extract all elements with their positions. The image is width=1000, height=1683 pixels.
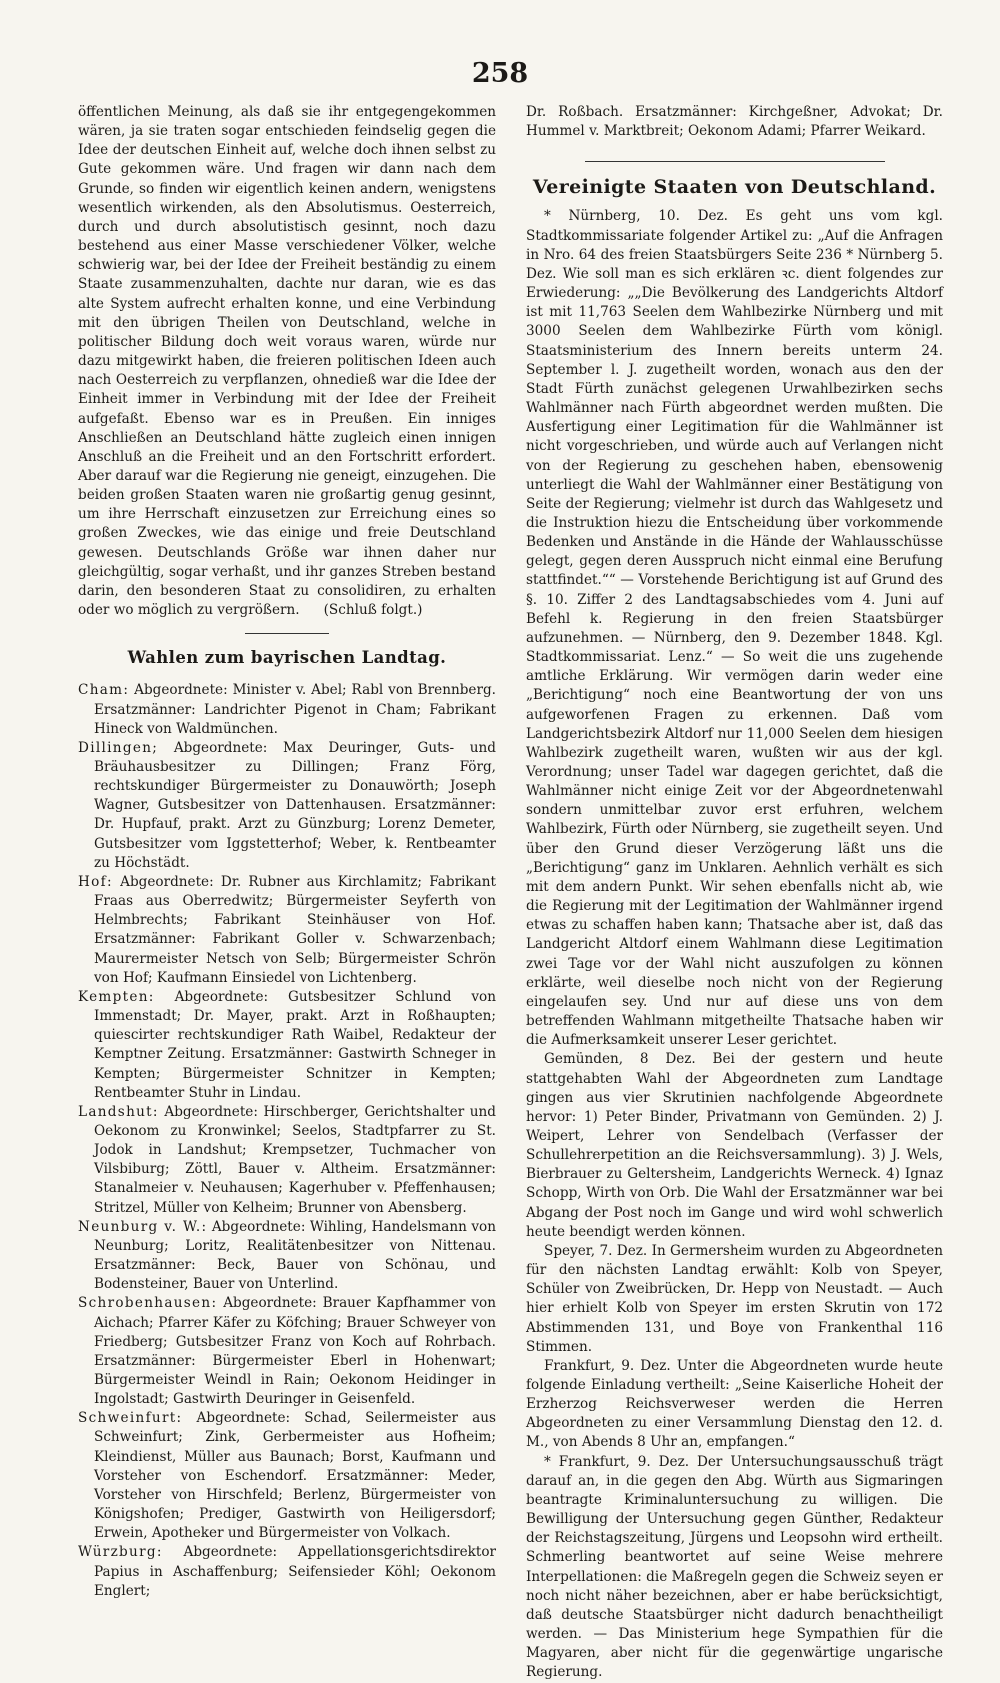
entry-text: Abgeordnete: Hirschberger, Gerichtshalter und Oekonom zu Kronwinkel; Seelos, Stadtpfarrer zu St. Jodok in Landshut; Krempsetzer, Tuchmacher von Vilsbiburg; Zöttl, Bauer v. Altheim. Ersatzmänner: Stanalmeier v. Neuhausen; Kagerhuber v. Pfeffenhausen; Stritzel, Müller von Kelheim; Brunner von Abensberg. [94,1103,496,1216]
section-divider [245,633,329,634]
news-item-frankfurt-einladung: Frankfurt, 9. Dez. Unter die Abgeordneten wurde heute folgende Einladung vertheilt: „Seine Kaiserliche Hoheit der Erzherzog Reichsverweser werden die Herren Abgeordneten zu einer Versammlung Dienstag den 12. d. M., von Abends 8 Uhr an, empfangen.“ [526,1357,943,1451]
article-continuation [78,103,496,620]
entry-text: Abgeordnete: Brauer Kapfhammer von Aichach; Pfarrer Käfer zu Köfching; Brauer Schweyer von Friedberg; Gutsbesitzer Franz von Koch auf Rohrbach. Ersatzmänner: Bürgermeister Eberl in Hohenwart; Bürgermeister Weindl in Rain; Oekonom Heidinger in Ingolstadt; Gastwirth Deuringer in Geisenfeld. [94,1295,496,1408]
right-column [526,103,943,1683]
entry-text: Abgeordnete: Appellationsgerichtsdirektor Papius in Aschaffenburg; Seifensieder Köhl; Oekonom Englert; [94,1544,496,1599]
election-entry-continuation: Dr. Roßbach. Ersatzmänner: Kirchgeßner, Advokat; Dr. Hummel v. Marktbreit; Oekonom Adami; Pfarrer Weikard. [526,104,943,140]
section-divider [585,161,885,162]
election-entry-neunburg [78,1218,496,1295]
entry-place: Dillingen; [78,739,159,756]
entry-place: Neunburg v. W.: [78,1218,208,1235]
entry-place: Cham: [78,682,130,699]
entry-place: Kempten: [78,988,155,1005]
left-column [78,103,496,1601]
election-entry-cham [78,681,496,738]
news-item-gemuenden: Gemünden, 8 Dez. Bei der gestern und heute stattgehabten Wahl der Abgeordneten zum Landtage gingen aus vier Skrutinien nachfolgende Abgeordnete hervor: 1) Peter Binder, Privatmann von Gemünden. 2) J. Weipert, Lehrer von Sendelbach (Verfasser der Schullehrerpetition an die Reichsversammlung). 3) J. Wels, Bierbrauer zu Geltersheim, Landgerichts Werneck. 4) Ignaz Schopp, Wirth von Orb. Die Wahl der Ersatzmänner war bei Abgang der Post noch im Gange und wird wohl schwerlich heute beendigt werden können. [526,1051,943,1240]
entry-text: Abgeordnete: Dr. Rubner aus Kirchlamitz; Fabrikant Fraas aus Oberredwitz; Bürgermeister Seyferth von Helmbrechts; Fabrikant Steinhäuser von Hof. Ersatzmänner: Fabrikant Goller v. Schwarzenbach; Maurermeister Netsch von Selb; Bürgermeister Schrön von Hof; Kaufmann Einsiedel von Lichtenberg. [94,873,496,986]
entry-place: Schrobenhausen: [78,1295,218,1312]
entry-text: Abgeordnete: Minister v. Abel; Rabl von Brennberg. Ersatzmänner: Landrichter Pigenot in Cham; Fabrikant Hineck von Waldmünchen. [94,682,496,737]
election-entry-schrobenhausen [78,1294,496,1409]
entry-place: Würzburg: [78,1544,163,1561]
section-heading-wahlen: Wahlen zum bayrischen Landtag. [127,648,447,668]
entry-place: Hof: [78,873,113,890]
election-entry-hof [78,873,496,988]
entry-text: Abgeordnete: Schad, Seilermeister aus Schweinfurt; Zink, Gerbermeister aus Hofheim; Kleindienst, Müller aus Baunach; Borst, Kaufmann und Vorsteher von Eschendorf. Ersatzmänner: Meder, Vorsteher von Hirschfeld; Berlenz, Bürgermeister von Königshofen; Prediger, Gastwirth von Heiligersdorf; Erwein, Apotheker und Bürgermeister von Volkach. [94,1410,496,1542]
election-entry-kempten [78,988,496,1103]
entry-text: Abgeordnete: Gutsbesitzer Schlund von Immenstadt; Dr. Mayer, prakt. Arzt in Roßhaupten; quiescirter rechtskundiger Rath Waibel, Redakteur der Kemptner Zeitung. Ersatzmänner: Gastwirth Schneger in Kempten; Bürgermeister Schnitzer in Kempten; Rentbeamter Stuhr in Lindau. [94,988,496,1101]
election-entry-dillingen [78,739,496,873]
entry-text: Abgeordnete: Wihling, Handelsmann von Neunburg; Loritz, Realitätenbesitzer von Nittenau. Ersatzmänner: Beck, Bauer von Schönau, und Bodensteiner, Bauer von Unterlind. [94,1218,496,1293]
news-item-nuernberg: * Nürnberg, 10. Dez. Es geht uns vom kgl. Stadtkommissariate folgender Artikel zu: „Auf die Anfragen in Nro. 64 des freien Staatsbürgers Seite 236 * Nürnberg 5. Dez. Wie soll man es sich erklären ꝛc. dient folgendes zur Erwiederung: „„Die Bevölkerung des Landgerichts Altdorf ist mit 11,763 Seelen dem Wahlbezirke Nürnberg und mit 3000 Seelen dem Wahlbezirke Fürth vom königl. Staatsministerium des Innern bereits unterm 24. September l. J. zugetheilt worden, wonach aus den der Stadt Fürth zunächst gelegenen Urwahlbezirken sechs Wahlmänner nach Fürth abgeordnet werden mußten. Die Ausfertigung einer Legitimation für die Wahlmänner ist nicht vorgeschrieben, und würde auch auf Verlangen nicht von der Regierung zu geschehen haben, ebensowenig unterliegt die Wahl der Wahlmänner einer Bestätigung von Seite der Regierung; vielmehr ist durch das Wahlgesetz und die Instruktion hiezu die Entscheidung über vorkommende Bedenken und Anstände in die Hände der Wahlausschüsse gelegt, gegen deren Ausspruch nicht einmal eine Berufung stattfindet.““ — Vorstehende Berichtigung ist auf Grund des §. 10. Ziffer 2 des Landtagsabschiedes vom 4. Juni auf Befehl k. Regierung in den freien Staatsbürger aufzunehmen. — Nürnberg, den 9. Dezember 1848. Kgl. Stadtkommissariat. Lenz.“ — So weit die uns zugehende amtliche Erklärung. Wir vermögen darin weder eine „Berichtigung“ noch eine Beantwortung der von uns aufgeworfenen Fragen zu erkennen. Daß vom Landgerichtsbezirk Altdorf nur 11,000 Seelen dem hiesigen Wahlbezirk zugetheilt waren, wußten wir aus der kgl. Verordnung; unser Tadel war dagegen gerichtet, daß die Wahlmänner nicht einige Zeit vor der Abgeordnetenwahl sondern unmittelbar zuvor erst erfuhren, welchem Wahlbezirk, Fürth oder Nürnberg, sie zugetheilt seyen. Und über den Grund dieser Verzögerung läßt uns die „Berichtigung“ ganz im Unklaren. Aehnlich verhält es sich mit dem andern Punkt. Wir sehen ebenfalls nicht ab, wie die Regierung mit der Legitimation der Wahlmänner irgend etwas zu schaffen haben kann; Thatsache aber ist, daß das Landgericht Altdorf einem Wahlmann diese Legitimation zwei Tage vor der Wahl nicht auszufolgen zu können erklärte, weil dieselbe noch nicht von der Regierung eingelaufen sey. Und nur auf diese uns von dem betreffenden Wahlmann mitgetheilte Thatsache haben wir die Aufmerksamkeit unserer Leser gerichtet. [526,208,943,1049]
continuation-note: (Schluß folgt.) [323,602,423,619]
election-entry-wuerzburg [78,1543,496,1600]
news-item-speyer: Speyer, 7. Dez. In Germersheim wurden zu Abgeordneten für den nächsten Landtag erwählt: Kolb von Speyer, Schüler von Zweibrücken, Dr. Hepp von Neustadt. — Auch hier erhielt Kolb von Speyer im ersten Skrutin von 172 Abstimmenden 131, und Boye von Frankenthal 116 Stimmen. [526,1242,943,1355]
entry-text: Abgeordnete: Max Deuringer, Guts- und Bräuhausbesitzer zu Dillingen; Franz Förg, rechtskundiger Bürgermeister zu Donauwörth; Joseph Wagner, Gutsbesitzer von Dattenhausen. Ersatzmänner: Dr. Hupfauf, prakt. Arzt zu Günzburg; Lorenz Demeter, Gutsbesitzer vom Iggstetterhof; Weber, k. Rentbeamter zu Höchstädt. [94,739,496,871]
page-number: 258 [471,58,529,89]
election-entry-schweinfurt [78,1409,496,1543]
news-item-frankfurt-untersuchung: * Frankfurt, 9. Dez. Der Untersuchungsausschuß trägt darauf an, in die gegen den Abg. Würth aus Sigmaringen beantragte Kriminaluntersuchung zu willigen. Die Bewilligung der Untersuchung gegen Günther, Redakteur der Reichstagszeitung, Jürgens und Leopsohn wird ertheilt. Schmerling beantwortet auf seine Weise mehrere Interpellationen: die Maßregeln gegen die Schweiz seyen er noch nicht näher bezeichnen, aber er habe berücksichtigt, daß deutsche Staatsbürger nicht dadurch benachtheiligt werden. — Das Ministerium hege Sympathien für die Magyaren, aber nicht für die gegenwärtige ungarische Regierung. [526,1453,943,1681]
election-entry-landshut [78,1103,496,1218]
entry-place: Landshut: [78,1103,159,1120]
article-text: öffentlichen Meinung, als daß sie ihr entgegengekommen wären, ja sie traten sogar entschieden feindselig gegen die Idee der deutschen Einheit auf, welche doch ihnen selbst zu Gute gekommen wäre. Und fragen wir dann nach dem Grunde, so finden wir eigentlich keinen andern, wenigstens wesentlich wirkenden, als den Absolutismus. Oesterreich, durch und durch absolutistisch gesinnt, noch dazu bestehend aus einer Masse verschiedener Völker, welche schwierig war, bei der Idee der Freiheit beständig zu einem Staate zusammenzuhalten, dachte nur daran, wie es das alte System aufrecht erhalten konne, und eine Verbindung mit den übrigen Theilen von Deutschland, welche in politischer Bildung doch weit voraus waren, würde nur dazu mitgewirkt haben, die freieren politischen Ideen auch nach Oesterreich zu verpflanzen, ohnedieß war die Idee der Einheit immer in Verbindung mit der Idee der Freiheit aufgefaßt. Ebenso war es in Preußen. Ein inniges Anschließen an Deutschland hätte zugleich einen innigen Anschluß an die Freiheit und an den Fortschritt erfordert. Aber darauf war die Regierung nie geneigt, einzugehen. Die beiden großen Staaten waren nie großartig genug gesinnt, um ihre Herrschaft einzusetzen zur Erreichung eines so großen Zweckes, wie das einige und freie Deutschland gewesen. Deutschlands Größe war ihnen daher nur gleichgültig, sogar verhaßt, und ihr ganzes Streben bestand darin, den besonderen Staat zu consolidiren, zu erhalten oder wo möglich zu vergrößern. [78,104,496,619]
section-heading-vereinigte-staaten: Vereinigte Staaten von Deutschland. [532,176,937,199]
entry-place: Schweinfurt: [78,1410,183,1427]
